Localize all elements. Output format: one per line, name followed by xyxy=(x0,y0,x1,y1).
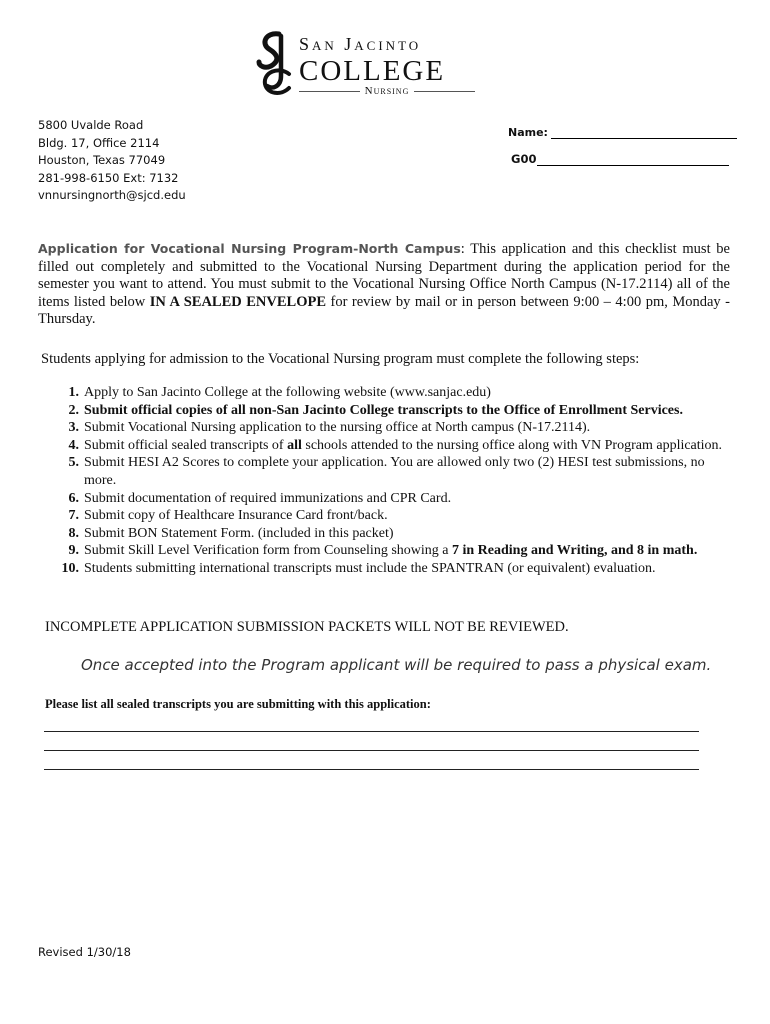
list-item xyxy=(54,507,734,525)
intro-paragraph xyxy=(38,240,730,329)
step-text: Submit Vocational Nursing application to the nursing office at North campus (N-17.2114). xyxy=(84,420,591,436)
step-text: Students submitting international transcripts must include the SPANTRAN (or equivalent) evaluation. xyxy=(84,560,656,576)
college-logo xyxy=(255,30,485,100)
revised-date: Revised 1/30/18 xyxy=(38,945,131,959)
step-number: 10. xyxy=(61,560,79,576)
step-text xyxy=(84,542,734,560)
name-blank-line[interactable] xyxy=(551,126,737,139)
step-number: 6. xyxy=(68,490,79,506)
step-text-pre: Submit Skill Level Verification form from Counseling showing a xyxy=(84,543,452,559)
list-item xyxy=(54,454,734,489)
step-text: Apply to San Jacinto College at the following website (www.sanjac.edu) xyxy=(84,385,491,400)
address-street: 5800 Uvalde Road xyxy=(38,118,144,132)
list-item xyxy=(54,542,734,560)
sjc-monogram-icon xyxy=(255,30,295,98)
steps-list xyxy=(54,384,734,578)
step-number: 9. xyxy=(68,543,79,559)
step-number: 4. xyxy=(68,437,79,453)
logo-college: COLLEGE xyxy=(299,55,446,87)
address-email: vnnursingnorth@sjcd.edu xyxy=(38,188,186,202)
list-item xyxy=(54,560,734,578)
step-text-pre: Submit official sealed transcripts of xyxy=(84,437,288,453)
application-heading: Application for Vocational Nursing Program-North Campus xyxy=(38,241,461,256)
step-text-post: schools attended to the nursing office along with VN Program application. xyxy=(301,437,723,453)
address-block xyxy=(38,117,186,205)
step-number: 5. xyxy=(68,455,79,471)
g-number-label: G00 xyxy=(511,152,537,166)
intro-emphasis: IN A SEALED ENVELOPE xyxy=(149,293,327,310)
step-text: Submit copy of Healthcare Insurance Card front/back. xyxy=(84,508,388,524)
step-number: 7. xyxy=(68,508,79,524)
step-text-bold: all xyxy=(287,437,302,453)
steps-intro: Students applying for admission to the Vocational Nursing program must complete the following steps: xyxy=(41,351,640,367)
address-building: Bldg. 17, Office 2114 xyxy=(38,135,160,150)
transcripts-label: Please list all sealed transcripts you are submitting with this application: xyxy=(45,697,431,711)
step-text: Submit documentation of required immunizations and CPR Card. xyxy=(84,490,452,506)
step-number: 3. xyxy=(68,420,79,436)
list-item xyxy=(54,419,734,437)
list-item xyxy=(54,490,734,508)
logo-subtitle-text: Nursing xyxy=(364,85,410,97)
step-number: 1. xyxy=(68,385,79,400)
address-city: Houston, Texas 77049 xyxy=(38,153,166,167)
step-text: Submit HESI A2 Scores to complete your application. You are allowed only two (2) HESI test submissions, no more. xyxy=(84,455,705,488)
name-label: Name: xyxy=(508,126,548,139)
name-field[interactable] xyxy=(508,126,737,139)
step-number: 2. xyxy=(68,402,79,418)
transcript-line-2[interactable] xyxy=(44,750,699,751)
g-number-blank-line[interactable] xyxy=(537,153,729,166)
incomplete-notice: INCOMPLETE APPLICATION SUBMISSION PACKETS WILL NOT BE REVIEWED. xyxy=(45,619,569,635)
list-item xyxy=(54,437,734,455)
exam-notice: Once accepted into the Program applicant will be required to pass a physical exam. xyxy=(81,656,712,674)
step-text: Submit BON Statement Form. (included in this packet) xyxy=(84,525,394,541)
intro-text-before: : This application and this checklist must be filled out completely and submitted to the Vocational Nursing Department during the application period for the semester you want to attend. You must submit to the Vocational Nursing Office North Campus (N-17.2114) all of the items listed below xyxy=(38,241,730,310)
step-number: 8. xyxy=(68,525,79,541)
address-phone: 281-998-6150 Ext: 7132 xyxy=(38,170,179,185)
list-item xyxy=(54,525,734,543)
transcript-line-3[interactable] xyxy=(44,769,699,770)
list-item xyxy=(54,402,734,420)
step-text-bold: 7 in Reading and Writing, and 8 in math. xyxy=(451,543,698,559)
step-text: Submit official copies of all non-San Jacinto College transcripts to the Office of Enrollment Services. xyxy=(84,402,683,418)
list-item xyxy=(54,384,734,402)
transcript-line-1[interactable] xyxy=(44,731,699,732)
step-text xyxy=(84,437,734,455)
logo-name: San Jacinto xyxy=(299,34,422,54)
g-number-field[interactable] xyxy=(511,152,729,166)
logo-subtitle xyxy=(299,85,475,97)
intro-text-after: for review by mail or in person between 9:00 – 4:00 pm, Monday - Thursday. xyxy=(38,293,730,328)
